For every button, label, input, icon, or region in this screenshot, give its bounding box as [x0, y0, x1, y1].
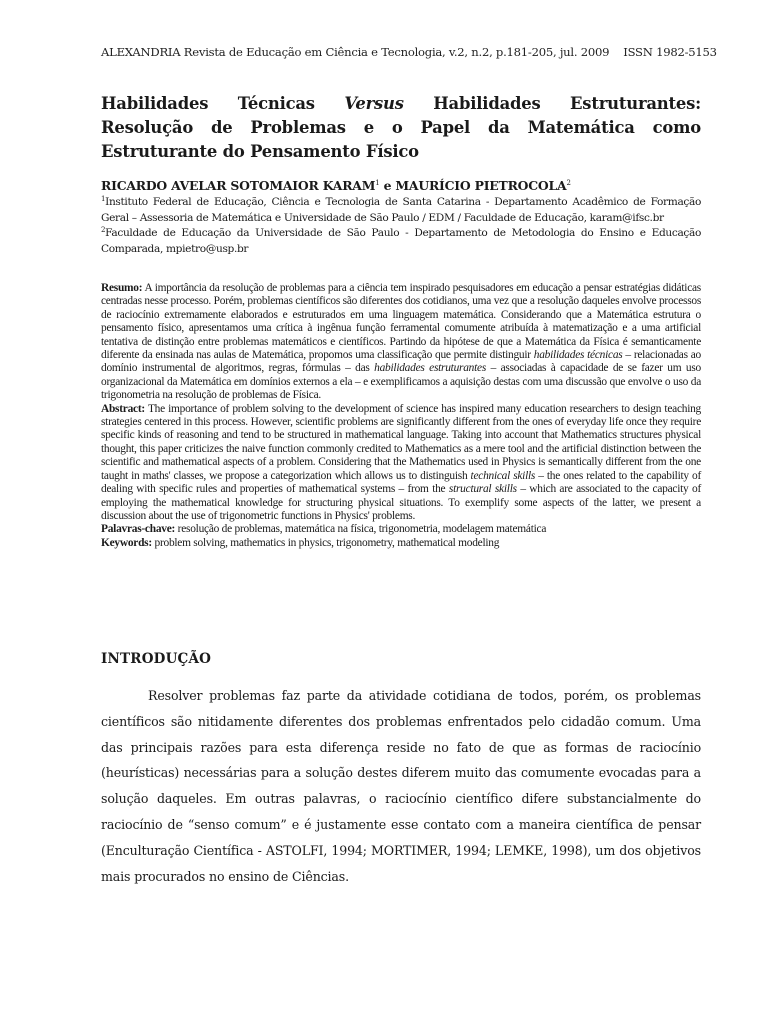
resumo-paragraph — [101, 282, 701, 403]
resumo-text-2: – relacionadas ao domínio instrumental de algoritmos, regras, fórmulas – das — [101, 349, 701, 375]
author-separator: e — [379, 178, 396, 193]
abstract-paragraph — [101, 403, 701, 524]
keywords-label: Keywords: — [101, 536, 152, 549]
section-heading: INTRODUÇÃO — [101, 651, 212, 667]
keywords-text: problem solving, mathematics in physics, trigonometry, mathematical modeling — [151, 536, 500, 549]
author-2-mark: 2 — [566, 179, 571, 187]
abstract-term-1: technical skills — [470, 469, 536, 482]
intro-paragraph: Resolver problemas faz parte da atividade cotidiana de todos, porém, os problemas científicos são nitidamente diferentes dos problemas enfrentados pelo cidadão comum. Uma das principais razões para esta diferença reside no fato de que as formas de raciocínio (heurísticas) necessárias para a solução destes diferem muito das comumente evocadas para a solução daqueles. Em outras palavras, o raciocínio científico difere substancialmente do raciocínio de “senso comum” e é justamente esse contato com a maneira científica de pensar (Enculturação Científica - ASTOLFI, 1994; MORTIMER, 1994; LEMKE, 1998), um dos objetivos mais procurados no ensino de Ciências. — [101, 688, 701, 884]
running-head — [101, 45, 728, 59]
abstract-text-3: – which are associated to the capacity of employing the mathematical knowledge for structuring physical situations. To exemplify some aspects of the latter, we present a discussion about the use of trigonometric functions in Physics' problems. — [101, 483, 702, 522]
abstract-text-2: – the ones related to the capability of dealing with specific rules and properties of mathematical systems – from the — [101, 469, 702, 496]
author-2: MAURÍCIO PIETROCOLA — [395, 178, 567, 193]
resumo-label: Resumo: — [101, 282, 143, 294]
palavras-chave-text: resolução de problemas, matemática na física, trigonometria, modelagem matemática — [175, 523, 547, 536]
abstract-block — [101, 282, 701, 550]
author-1-mark: 1 — [375, 179, 380, 187]
resumo-term-2: habilidades estruturantes — [374, 362, 487, 375]
author-line — [101, 178, 701, 193]
affiliation-2 — [101, 223, 701, 257]
resumo-text-3: – associadas à capacidade de se fazer um uso organizacional da Matemática em domínios externos a ela – e exemplificamos a aquisição destas com uma discussão que envolve o uso da trigonometria na resolução de problemas de Física. — [101, 362, 701, 402]
palavras-chave-line — [101, 523, 701, 536]
affiliation-2-text: Faculdade de Educação da Universidade de São Paulo - Departamento de Metodologia do Ensino e Educação Comparada, mpietro@usp.br — [101, 227, 701, 255]
abstract-term-2: structural skills — [448, 483, 517, 496]
title-versus: Versus — [344, 94, 404, 113]
affiliation-1-mark: 1 — [101, 195, 106, 203]
affiliation-2-mark: 2 — [101, 226, 106, 234]
affiliation-1 — [101, 192, 701, 226]
body-text — [101, 683, 701, 889]
title-part-2: Habilidades Estruturantes: Resolução de Problemas e o Papel da Matemática como Estruturante do Pensamento Físico — [101, 94, 701, 161]
issn: ISSN 1982-5153 — [623, 45, 717, 59]
article-title — [101, 92, 701, 164]
affiliation-1-text: Instituto Federal de Educação, Ciência e Tecnologia de Santa Catarina - Departamento Acadêmico de Formação Geral – Assessoria de Matemática e Universidade de São Paulo / EDM / Faculdade de Educação, karam@ifsc.br — [101, 196, 701, 224]
resumo-text-1: A importância da resolução de problemas para a ciência tem inspirado pesquisadores em educação a pensar estratégias didáticas centradas nesse processo. Porém, problemas científicos são diferentes dos cotidianos, uma vez que a resolução daqueles envolve processos de raciocínio extremamente elaborados e estruturados em uma linguagem matemática. Considerando que a Matemática estrutura o pensamento físico, apresentamos uma crítica à ingênua função ferramental comumente atribuída à matematização e a uma artificial tentativa de distinção entre problemas matemáticos e científicos. Partindo da hipótese de que a Matemática da Física é semanticamente diferente da ensinada nas aulas de Matemática, propomos uma classificação que permite distinguir — [101, 282, 701, 362]
author-1: RICARDO AVELAR SOTOMAIOR KARAM — [101, 178, 376, 193]
title-part-1: Habilidades Técnicas — [101, 94, 345, 113]
keywords-line — [101, 537, 701, 550]
journal-citation: ALEXANDRIA Revista de Educação em Ciência e Tecnologia, v.2, n.2, p.181-205, jul. 2009 — [101, 45, 610, 59]
abstract-label: Abstract: — [101, 402, 145, 415]
palavras-chave-label: Palavras-chave: — [101, 523, 176, 536]
resumo-term-1: habilidades técnicas — [533, 349, 623, 362]
abstract-text-1: The importance of problem solving to the development of science has inspired many education researchers to design teaching strategies centered in this process. However, scientific problems are significantly different from the ones of everyday life once they require specific kinds of reasoning and tend to be structured in mathematical language. Taking into account that Mathematics structures physical thought, this paper criticizes the naive function commonly credited to Mathematics as a mere tool and the artificial distinction between the scientific and mathematical aspects of a problem. Considering that the Mathematics used in Physics is semantically different from the one taught in maths' classes, we propose a categorization which allows us to distinguish — [101, 402, 701, 482]
